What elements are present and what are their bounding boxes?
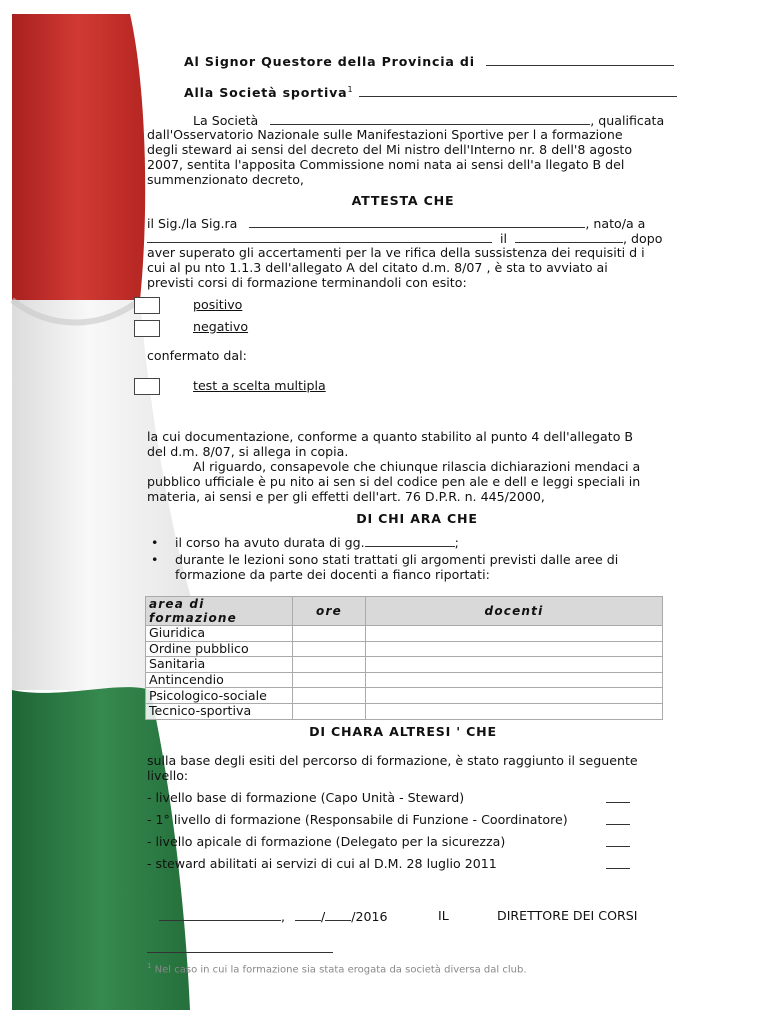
level-primo-field[interactable] <box>606 812 630 825</box>
level-apicale: - livello apicale di formazione (Delegato per la sicurezza) <box>147 834 506 849</box>
ore-cell[interactable] <box>293 703 366 719</box>
birth-line: il , dopo <box>147 230 662 246</box>
attesta-line-3: aver superato gli accertamenti per la ve rifica della sussistenza dei requisiti d i <box>147 245 645 260</box>
confermato-label: confermato dal: <box>147 348 247 363</box>
level-abilitati: - steward abilitati ai servizi di cui al D.M. 28 luglio 2011 <box>147 856 497 871</box>
birthplace-field[interactable] <box>147 230 492 243</box>
positivo-checkbox[interactable] <box>134 297 160 314</box>
doc-line-1: la cui documentazione, conforme a quanto stabilito al punto 4 dell'allegato B <box>147 429 634 444</box>
docenti-cell[interactable] <box>366 703 663 719</box>
altresi-line-2: livello: <box>147 768 189 783</box>
area-cell: Psicologico-sociale <box>146 688 293 704</box>
durata-field[interactable] <box>365 534 455 547</box>
ore-cell[interactable] <box>293 688 366 704</box>
bullet-2-line-2: formazione da parte dei docenti a fianco riportati: <box>175 567 490 582</box>
ore-cell[interactable] <box>293 626 366 642</box>
ore-cell[interactable] <box>293 672 366 688</box>
bullet-2: • durante le lezioni sono stati trattati gli argomenti previsti dalle aree di <box>151 552 619 567</box>
intro-line-3: degli steward ai sensi del decreto del Mi nistro dell'Interno nr. 8 dell'8 agosto <box>147 142 633 157</box>
doc-line-4: pubblico ufficiale è pu nito ai sen si del codice pen ale e dell e leggi speciali in <box>147 474 641 489</box>
addressee-questore: Al Signor Questore della Provincia di <box>184 53 674 69</box>
area-cell: Ordine pubblico <box>146 641 293 657</box>
place-field[interactable] <box>159 908 281 921</box>
intro-line-2: dall'Osservatorio Nazionale sulle Manifestazioni Sportive per l a formazione <box>147 127 623 142</box>
birthdate-field[interactable] <box>515 230 623 243</box>
bullet-icon: • <box>151 535 159 550</box>
table-row <box>146 672 663 688</box>
day-field[interactable] <box>295 908 321 921</box>
societa-sportiva-field[interactable] <box>359 84 677 97</box>
ore-cell[interactable] <box>293 641 366 657</box>
docenti-cell[interactable] <box>366 672 663 688</box>
table-row <box>146 703 663 719</box>
level-primo: - 1° livello di formazione (Responsabile di Funzione - Coordinatore) <box>147 812 568 827</box>
attesta-heading: ATTESTA CHE <box>351 193 455 208</box>
area-cell: Antincendio <box>146 672 293 688</box>
attesta-line-5: previsti corsi di formazione terminandoli con esito: <box>147 275 467 290</box>
docenti-cell[interactable] <box>366 688 663 704</box>
dichiara-heading: DI CHI ARA CHE <box>356 511 478 526</box>
societa-name-field[interactable] <box>270 112 590 125</box>
intro-line-1: La Società , qualificata <box>193 113 665 128</box>
intro-line-5: summenzionato decreto, <box>147 172 304 187</box>
altresi-heading: DI CHARA ALTRESI ' CHE <box>309 724 497 739</box>
area-cell: Giuridica <box>146 626 293 642</box>
signature-direttore: DIRETTORE DEI CORSI <box>497 908 638 923</box>
table-header-row <box>146 597 663 626</box>
provincia-field[interactable] <box>486 53 674 66</box>
footnote-separator <box>147 952 333 953</box>
table-row <box>146 641 663 657</box>
docenti-cell[interactable] <box>366 641 663 657</box>
sig-name-field[interactable] <box>249 215 585 228</box>
intro-line-4: 2007, sentita l'apposita Commissione nomi nata ai sensi dell'a llegato B del <box>147 157 625 172</box>
table-row <box>146 688 663 704</box>
col-header-ore: ore <box>293 597 366 626</box>
negativo-label: negativo <box>193 319 249 334</box>
test-checkbox[interactable] <box>134 378 160 395</box>
bullet-icon: • <box>151 552 159 567</box>
positivo-label: positivo <box>193 297 243 312</box>
sig-line: il Sig./la Sig.ra , nato/a a <box>147 216 646 231</box>
attesta-line-4: cui al pu nto 1.1.3 dell'allegato A del citato d.m. 8/07 , è sta to avviato ai <box>147 260 608 275</box>
signature-il: IL <box>438 908 449 923</box>
addressee-societa: Alla Società sportiva$^1$ <box>184 82 677 100</box>
month-field[interactable] <box>325 908 351 921</box>
bullet-1: • il corso ha avuto durata di gg. ; <box>151 535 459 550</box>
col-header-area: area di formazione <box>146 597 293 626</box>
date-place-line: , / /2016 <box>159 908 388 924</box>
table-row <box>146 657 663 673</box>
level-base-field[interactable] <box>606 790 630 803</box>
test-label: test a scelta multipla <box>193 378 326 393</box>
level-base: - livello base di formazione (Capo Unità - Steward) <box>147 790 465 805</box>
level-abilitati-field[interactable] <box>606 856 630 869</box>
footnote: $^1$ Nel caso in cui la formazione sia stata erogata da società diversa dal club. <box>147 962 527 976</box>
area-cell: Tecnico-sportiva <box>146 703 293 719</box>
doc-line-5: materia, ai sensi e per gli effetti dell'art. 76 D.P.R. n. 445/2000, <box>147 489 545 504</box>
docenti-cell[interactable] <box>366 657 663 673</box>
doc-line-3: Al riguardo, consapevole che chiunque rilascia dichiarazioni mendaci a <box>193 459 641 474</box>
altresi-line-1: sulla base degli esiti del percorso di formazione, è stato raggiunto il seguente <box>147 753 638 768</box>
ore-cell[interactable] <box>293 657 366 673</box>
table-row <box>146 626 663 642</box>
area-cell: Sanitaria <box>146 657 293 673</box>
negativo-checkbox[interactable] <box>134 320 160 337</box>
doc-line-2: del d.m. 8/07, si allega in copia. <box>147 444 349 459</box>
docenti-cell[interactable] <box>366 626 663 642</box>
areas-table <box>145 596 663 720</box>
col-header-docenti: docenti <box>366 597 663 626</box>
level-apicale-field[interactable] <box>606 834 630 847</box>
